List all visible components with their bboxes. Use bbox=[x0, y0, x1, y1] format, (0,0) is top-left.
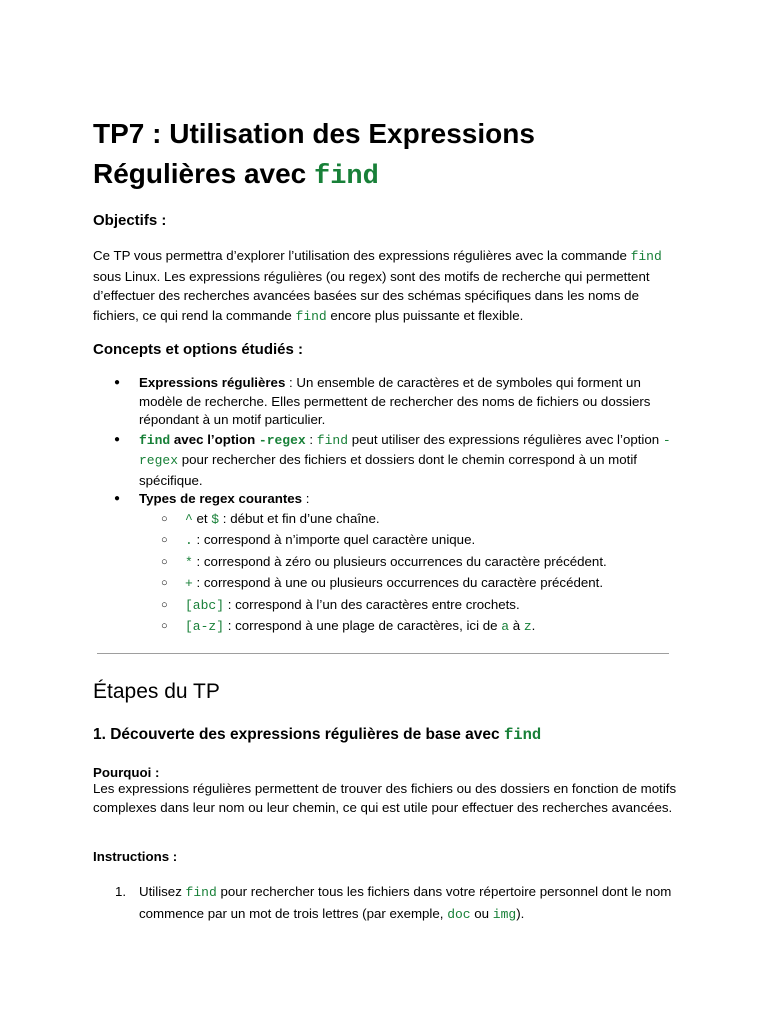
list-item: ● Expressions régulières : Un ensemble de caractères et de symboles qui forment un modèle de recherche. Elles permettent de rechercher des noms de fichiers ou dossiers répondant à un motif particulier. bbox=[93, 374, 683, 430]
instructions-label: Instructions : bbox=[93, 849, 178, 864]
inline-code: -regex bbox=[258, 432, 306, 448]
objectifs-paragraph: Ce TP vous permettra d’explorer l’utilisation des expressions régulières avec la commande find sous Linux. Les expressions régulières (ou regex) sont des motifs de recherche qui permettent d’effectuer des recherches avancées basées sur des schémas spécifiques dans les noms de fichiers, ce qui rend la commande find encore plus puissante et flexible. bbox=[93, 248, 662, 324]
inline-code: find bbox=[630, 249, 662, 264]
horizontal-divider bbox=[97, 653, 669, 654]
list-item: ○ [abc] : correspond à l’un des caractères entre crochets. bbox=[139, 595, 683, 617]
etapes-heading: Étapes du TP bbox=[93, 680, 220, 703]
inline-code: -regex bbox=[139, 432, 671, 468]
objectifs-heading: Objectifs : bbox=[93, 212, 167, 229]
inline-code: find bbox=[295, 308, 327, 324]
concepts-heading: Concepts et options étudiés : bbox=[93, 341, 304, 358]
inline-code: find bbox=[139, 432, 171, 448]
list-item: ○ ^ et $ : début et fin d’une chaîne. bbox=[139, 509, 683, 531]
list-item: ○ + : correspond à une ou plusieurs occurrences du caractère précédent. bbox=[139, 573, 683, 595]
inline-code: img bbox=[492, 906, 517, 922]
regex-types-list bbox=[139, 509, 683, 639]
pourquoi-paragraph: Les expressions régulières permettent de trouver des fichiers ou des dossiers en fonction de motifs complexes dans leur nom ou leur chemin, ce qui est utile pour effectuer des recherches avancées. bbox=[93, 781, 677, 815]
list-item: ● find avec l’option -regex : find peut utiliser des expressions régulières avec l’option -regex pour rechercher des fichiers et dossiers dont le chemin correspond à un motif spécifique. bbox=[93, 430, 683, 491]
page-title bbox=[93, 114, 683, 197]
list-item: ○ * : correspond à zéro ou plusieurs occurrences du caractère précédent. bbox=[139, 552, 683, 574]
pourquoi-label: Pourquoi : bbox=[93, 765, 160, 780]
title-code: find bbox=[314, 162, 379, 192]
title-text: TP7 : Utilisation des Expressions Régulières avec bbox=[93, 118, 535, 189]
list-item: 1. Utilisez find pour rechercher tous les fichiers dans votre répertoire personnel dont le nom commence par un mot de trois lettres (par exemple, doc ou img). bbox=[115, 884, 672, 922]
list-item: ○ [a-z] : correspond à une plage de caractères, ici de a à z. bbox=[139, 616, 683, 638]
concepts-list bbox=[93, 374, 683, 638]
inline-code: doc bbox=[447, 906, 471, 922]
list-item: ● Types de regex courantes : ○ ^ et $ : début et fin d’une chaîne. ○ . : correspond à n’importe quel caractère unique. ○ * : correspond à zéro ou plusieurs occurrences du caractère précédent. ○ + : correspond à une ou plusieurs occurrences du caractère précédent. ○ [abc] : correspond à l’un des caractères entre crochets. ○ [a-z] : correspond à une plage de caractères, ici de a à z. bbox=[93, 490, 683, 638]
list-item: ○ . : correspond à n’importe quel caractère unique. bbox=[139, 530, 683, 552]
step-1-heading: 1. Découverte des expressions régulières de base avec find bbox=[93, 726, 542, 744]
inline-code: find bbox=[316, 432, 349, 448]
inline-code: find bbox=[503, 726, 542, 744]
instructions-list bbox=[93, 882, 683, 925]
list-number: 1. bbox=[115, 884, 127, 899]
inline-code: find bbox=[185, 885, 217, 900]
